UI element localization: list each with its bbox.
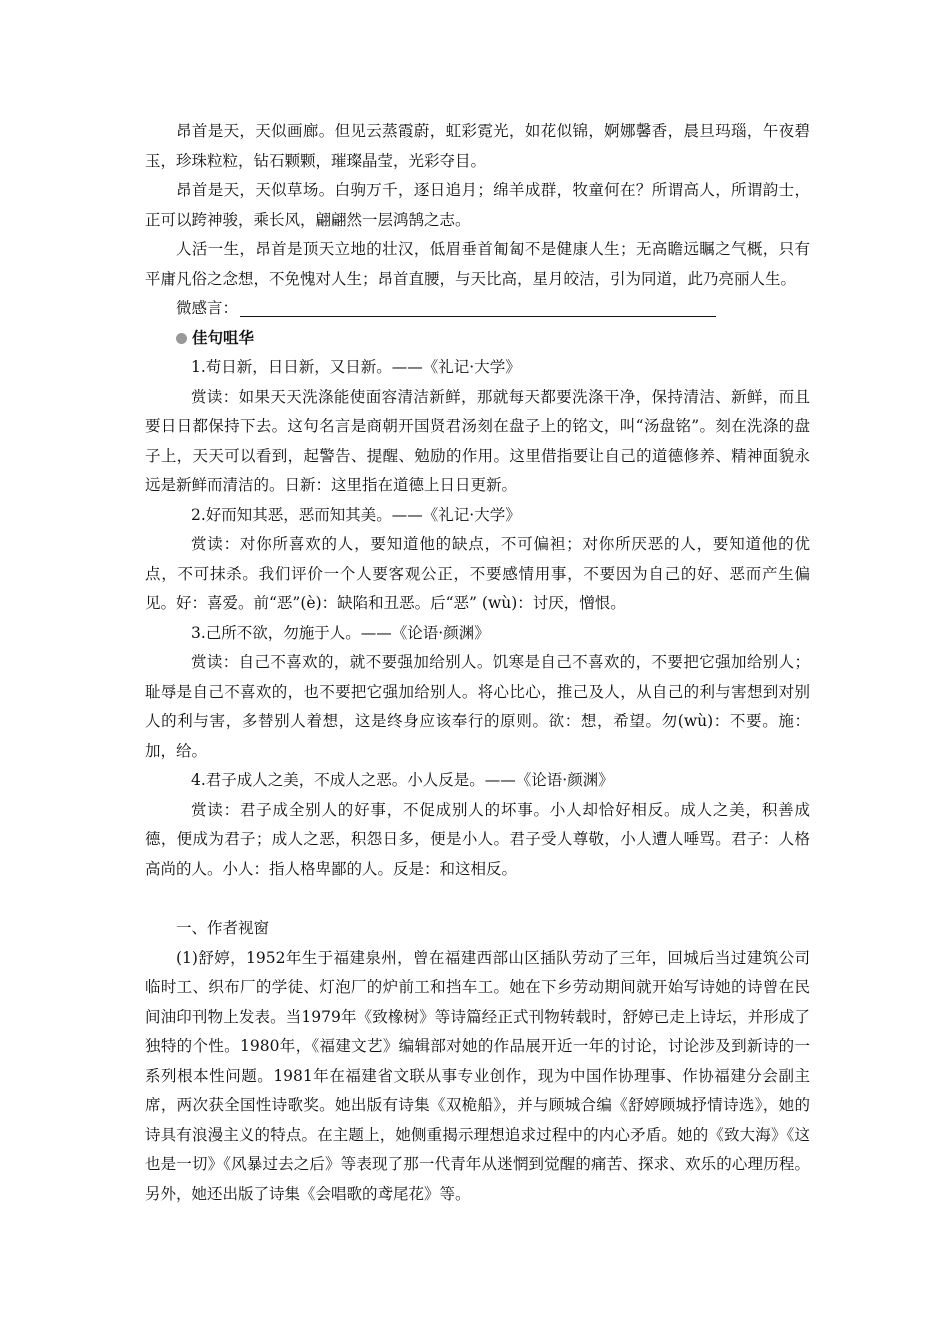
quote-2: 2.好而知其恶，恶而知其美。——《礼记·大学》 — [191, 505, 521, 524]
quotes-heading-text: 佳句咀华 — [192, 328, 255, 347]
section-gap — [145, 884, 810, 914]
author-section-heading: 一、作者视窗 — [176, 919, 270, 937]
document-content — [145, 117, 810, 1209]
quote-4: 4.君子成人之美，不成人之恶。小人反是。——《论语·颜渊》 — [191, 771, 614, 789]
quotes-section-heading — [145, 324, 810, 354]
quote-1: 1.苟日新，日日新，又日新。——《礼记·大学》 — [191, 358, 521, 376]
reflection-line — [145, 294, 810, 324]
quote-4-appreciation: 赏读：君子成全别人的好事，不促成别人的坏事。小人却恰好相反。成人之美，积善成德，便成为君子；成人之恶，积怨日多，便是小人。君子受人尊敬，小人遭人唾骂。君子：人格高尚的人。小人：指人格卑鄙的人。反是：和这相反。 — [145, 800, 810, 878]
reflection-blank[interactable] — [240, 298, 716, 317]
passage-paragraph-2: 昂首是天，天似草场。白驹万千，逐日追月；绵羊成群，牧童何在？所谓高人，所谓韵士，正可以跨神骏，乘长风，翩翩然一层鸿鹄之志。 — [145, 181, 810, 229]
quote-3: 3.己所不欲，勿施于人。——《论语·颜渊》 — [191, 623, 490, 642]
quote-2-appreciation: 赏读：对你所喜欢的人，要知道他的缺点，不可偏袒；对你所厌恶的人，要知道他的优点，不可抹杀。我们评价一个人要客观公正，不要感情用事，不要因为自己的好、恶而产生偏见。好：喜爱。前“恶”(è)：缺陷和丑恶。后“恶” (wù)：讨厌，憎恨。 — [145, 535, 810, 612]
quote-1-appreciation: 赏读：如果天天洗涤能使面容清洁新鲜，那就每天都要洗涤干净，保持清洁、新鲜，而且要日日都保持下去。这句名言是商朝开国贤君汤刻在盘子上的铭文，叫“汤盘铭”。刻在洗涤的盘子上，天天可以看到，起警告、提醒、勉励的作用。这里借指要让自己的道德修养、精神面貌永远是新鲜而清洁的。日新：这里指在道德上日日更新。 — [145, 387, 810, 494]
quote-3-appreciation: 赏读：自己不喜欢的，就不要强加给别人。饥寒是自己不喜欢的，不要把它强加给别人；耻辱是自己不喜欢的，也不要把它强加给别人。将心比心，推己及人，从自己的利与害想到对别人的利与害，多替别人着想，这是终身应该奉行的原则。欲：想，希望。勿(wù)：不要。施：加，给。 — [145, 653, 810, 760]
grey-dot-icon — [176, 333, 187, 344]
reflection-label: 微感言： — [176, 299, 239, 317]
passage-paragraph-1: 昂首是天，天似画廊。但见云蒸霞蔚，虹彩霓光，如花似锦，婀娜馨香，晨旦玛瑙，午夜碧玉，珍珠粒粒，钻石颗颗，璀璨晶莹，光彩夺目。 — [145, 122, 810, 170]
passage-paragraph-3: 人活一生，昂首是顶天立地的壮汉，低眉垂首匍匐不是健康人生；无高瞻远瞩之气概，只有平庸凡俗之念想，不免愧对人生；昂首直腰，与天比高，星月皎洁，引为同道，此乃亮丽人生。 — [145, 240, 810, 288]
author-section-body: (1)舒婷，1952年生于福建泉州，曾在福建西部山区插队劳动了三年，回城后当过建筑公司临时工、织布厂的学徒、灯泡厂的炉前工和挡车工。她在下乡劳动期间就开始写诗她的诗曾在民间油印刊物上发表。当1979年《致橡树》等诗篇经正式刊物转载时，舒婷已走上诗坛，并形成了独特的个性。1980年，《福建文艺》编辑部对她的作品展开近一年的讨论，讨论涉及到新诗的一系列根本性问题。1981年在福建省文联从事专业创作，现为中国作协理事、作协福建分会副主席，两次获全国性诗歌奖。她出版有诗集《双桅船》，并与顾城合编《舒婷顾城抒情诗选》，她的诗具有浪漫主义的特点。在主题上，她侧重揭示理想追求过程中的内心矛盾。她的《致大海》《这也是一切》《风暴过去之后》等表现了那一代青年从迷惘到觉醒的痛苦、探求、欢乐的心理历程。另外，她还出版了诗集《会唱歌的鸢尾花》等。 — [145, 948, 810, 1203]
